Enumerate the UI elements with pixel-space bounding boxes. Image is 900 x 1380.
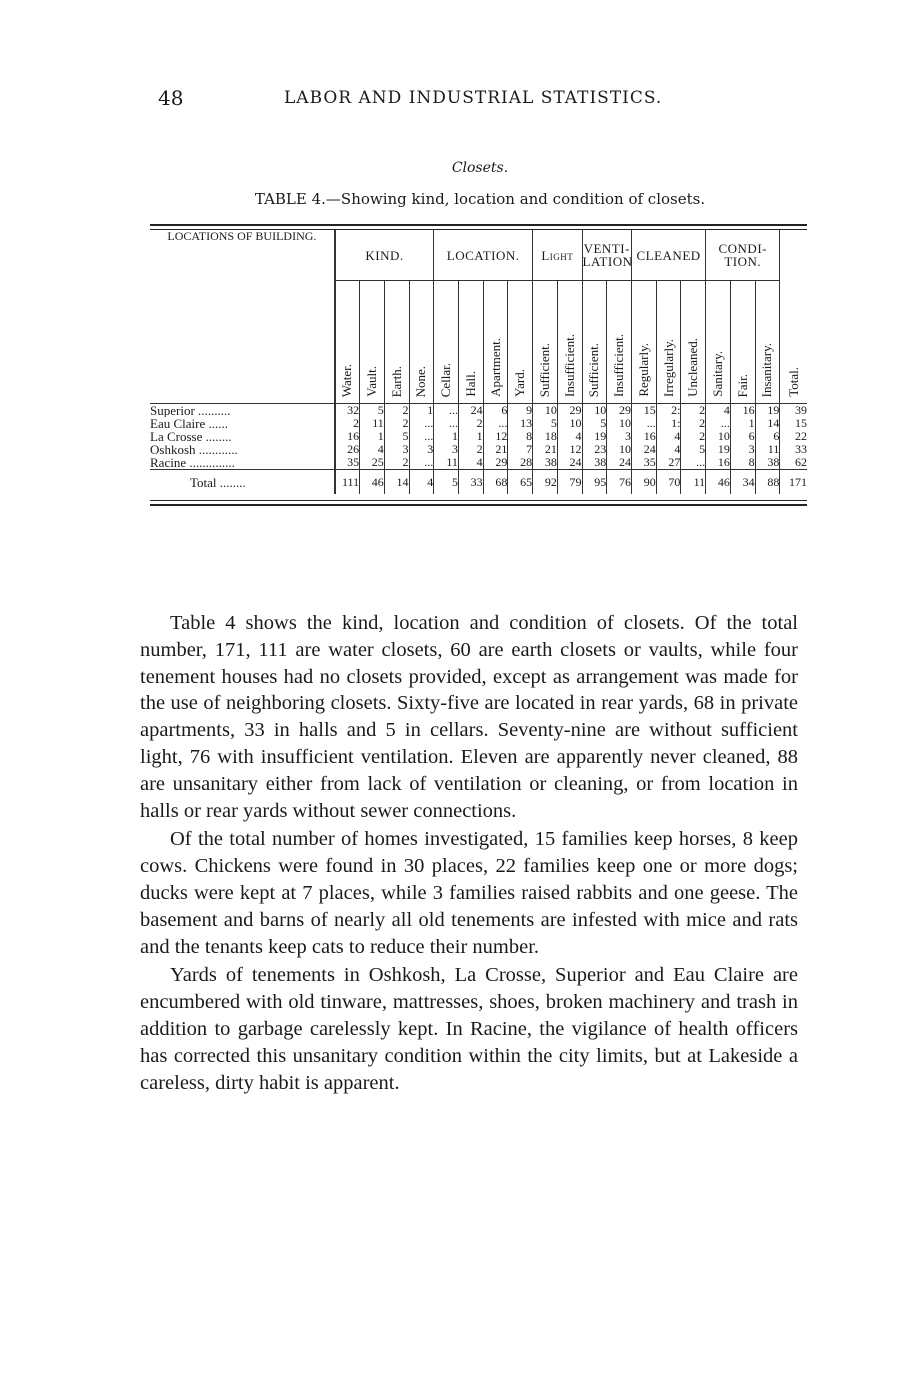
table-cell: 3 <box>384 443 409 456</box>
total-cell: 11 <box>681 470 706 495</box>
row-location-name: Racine <box>150 456 187 470</box>
table-cell: ... <box>434 404 459 418</box>
column-header-label: Total. <box>785 367 801 397</box>
table-caption: TABLE 4.—Showing kind, location and condition of closets. <box>254 190 706 208</box>
column-header-label: Earth. <box>388 365 404 397</box>
table-cell: ... <box>409 456 434 470</box>
column-group-header: Light <box>533 230 582 281</box>
column-header-label: Sufficient. <box>586 342 602 397</box>
column-header-label: Sufficient. <box>536 342 552 397</box>
table-cell: 24 <box>631 443 656 456</box>
column-header <box>434 281 459 404</box>
leader-dots: ...... <box>205 417 228 430</box>
table-row <box>150 404 807 418</box>
table-cell: 2 <box>384 404 409 418</box>
table-cell: 1 <box>730 417 755 430</box>
table-cell: 16 <box>631 430 656 443</box>
column-header-label: Yard. <box>512 369 528 397</box>
column-header <box>409 281 434 404</box>
table-cell: 38 <box>755 456 780 470</box>
table-cell: 21 <box>483 443 508 456</box>
table-cell: 8 <box>730 456 755 470</box>
table-cell: 10 <box>607 443 632 456</box>
table-cell: 2 <box>384 417 409 430</box>
table-cell: 4 <box>706 404 731 418</box>
column-header-label: Regularly. <box>635 343 651 397</box>
column-header-label: None. <box>413 365 429 397</box>
table-cell: 2 <box>681 430 706 443</box>
table-cell: 24 <box>557 456 582 470</box>
table-cell: 2 <box>681 404 706 418</box>
row-header-locations: LOCATIONS OF BUILDING. <box>167 229 317 243</box>
page-number: 48 <box>158 86 184 110</box>
table-cell: ... <box>706 417 731 430</box>
table-cell: 5 <box>360 404 385 418</box>
table-cell: 8 <box>508 430 533 443</box>
row-location-name: Eau Claire <box>150 417 206 430</box>
table-cell: 10 <box>706 430 731 443</box>
table-cell: 1 <box>409 404 434 418</box>
column-header-label: Hall. <box>462 371 478 397</box>
table-cell: 2 <box>681 417 706 430</box>
leader-dots: .............. <box>186 456 235 470</box>
total-cell: 4 <box>409 470 434 495</box>
table-cell: ... <box>483 417 508 430</box>
total-cell: 46 <box>360 470 385 495</box>
row-location-name: Superior <box>150 403 195 417</box>
total-label-text: Total <box>190 474 217 490</box>
table-cell: 15 <box>780 417 807 430</box>
column-header <box>631 281 656 404</box>
table-cell: 23 <box>582 443 607 456</box>
leader-dots: ........ <box>202 430 232 443</box>
column-header-label: Vault. <box>363 366 379 397</box>
table-cell: 6 <box>483 404 508 418</box>
table-cell: ... <box>631 417 656 430</box>
body-text <box>140 610 798 1096</box>
table-cell: ... <box>409 417 434 430</box>
table-cell: 10 <box>557 417 582 430</box>
table-cell: 4 <box>656 430 681 443</box>
table-cell: 16 <box>706 456 731 470</box>
table-cell: 22 <box>780 430 807 443</box>
table-cell: 29 <box>483 456 508 470</box>
total-cell: 171 <box>780 470 807 495</box>
column-group-header: KIND. <box>335 230 434 281</box>
total-cell: 111 <box>335 470 360 495</box>
column-header-label: Cellar. <box>438 362 454 397</box>
column-header <box>582 281 607 404</box>
table-cell: 1: <box>656 417 681 430</box>
table-cell: 9 <box>508 404 533 418</box>
column-header-label: Apartment. <box>487 338 503 397</box>
column-header-label: Fair. <box>734 373 750 397</box>
table-cell: 10 <box>607 417 632 430</box>
table-cell: 3 <box>409 443 434 456</box>
running-head: LABOR AND INDUSTRIAL STATISTICS. <box>284 88 663 108</box>
total-cell: 34 <box>730 470 755 495</box>
table-cell: 1 <box>458 430 483 443</box>
table-cell: 5 <box>582 417 607 430</box>
table-cell: 1 <box>434 430 459 443</box>
column-header-label: Water. <box>339 363 355 397</box>
table-cell: 29 <box>607 404 632 418</box>
column-header <box>681 281 706 404</box>
column-group-header: VENTI-LATION <box>582 230 631 281</box>
table-section-title: Closets. <box>451 160 509 176</box>
table-cell: 38 <box>533 456 558 470</box>
table-cell: 7 <box>508 443 533 456</box>
table-cell: 2 <box>384 456 409 470</box>
table-row <box>150 456 807 470</box>
table-cell: 62 <box>780 456 807 470</box>
total-cell: 95 <box>582 470 607 495</box>
total-cell: 88 <box>755 470 780 495</box>
table-cell: 38 <box>582 456 607 470</box>
table-cell: 5 <box>681 443 706 456</box>
total-cell: 70 <box>656 470 681 495</box>
total-cell: 65 <box>508 470 533 495</box>
table-cell: 28 <box>508 456 533 470</box>
column-group-header: CONDI-TION. <box>706 230 780 281</box>
leader-dots: .......... <box>194 403 231 417</box>
column-header-label: Irregularly. <box>660 339 676 397</box>
table-bottom-rule <box>150 500 807 506</box>
row-location <box>150 430 335 443</box>
table-cell: 33 <box>780 443 807 456</box>
table-cell: 11 <box>755 443 780 456</box>
table-cell: 6 <box>755 430 780 443</box>
column-header <box>730 281 755 404</box>
table-cell: 4 <box>557 430 582 443</box>
row-location-name: Oshkosh <box>150 443 196 456</box>
total-cell: 76 <box>607 470 632 495</box>
total-cell: 90 <box>631 470 656 495</box>
table-cell: 27 <box>656 456 681 470</box>
table-cell: 29 <box>557 404 582 418</box>
table-cell: 15 <box>631 404 656 418</box>
column-header-label: Insufficient. <box>611 334 627 397</box>
table-cell: 16 <box>335 430 360 443</box>
column-header-label: Uncleaned. <box>685 338 701 397</box>
table-cell: 6 <box>730 430 755 443</box>
leader-dots: ........ <box>216 474 246 490</box>
table-cell: 11 <box>360 417 385 430</box>
table-cell: 12 <box>483 430 508 443</box>
column-header <box>656 281 681 404</box>
column-header <box>458 281 483 404</box>
table-cell: 4 <box>360 443 385 456</box>
row-location <box>150 417 335 430</box>
column-header <box>483 281 508 404</box>
total-cell: 5 <box>434 470 459 495</box>
table-cell: 3 <box>607 430 632 443</box>
row-location <box>150 404 335 418</box>
closets-table <box>150 230 807 494</box>
table-cell: 19 <box>755 404 780 418</box>
table-cell: 21 <box>533 443 558 456</box>
table-cell: 3 <box>730 443 755 456</box>
table-cell: ... <box>681 456 706 470</box>
row-location-name: La Crosse <box>150 430 203 443</box>
total-cell: 46 <box>706 470 731 495</box>
leader-dots: ............ <box>195 443 238 456</box>
total-cell: 14 <box>384 470 409 495</box>
column-group-header: CLEANED <box>631 230 705 281</box>
table-cell: 24 <box>607 456 632 470</box>
table-cell: 39 <box>780 404 807 418</box>
table-cell: ... <box>409 430 434 443</box>
table-cell: 14 <box>755 417 780 430</box>
table-cell: 13 <box>508 417 533 430</box>
table-cell: 25 <box>360 456 385 470</box>
column-header <box>508 281 533 404</box>
table-cell: 35 <box>335 456 360 470</box>
table-cell: 11 <box>434 456 459 470</box>
table-cell: 19 <box>582 430 607 443</box>
column-header-label: Insufficient. <box>561 334 577 397</box>
column-header-label: Insanitary. <box>759 342 775 397</box>
table-cell: 35 <box>631 456 656 470</box>
table-cell: 2: <box>656 404 681 418</box>
column-header <box>335 281 360 404</box>
table-cell: 5 <box>384 430 409 443</box>
paragraph: Yards of tenements in Oshkosh, La Crosse, Superior and Eau Claire are encumbered with old tinware, mattresses, shoes, broken machinery and trash in addition to garbage carelessly kept. In Racine, the vigilance of health officers has corrected this unsanitary condition within the city limits, but at Lakeside a careless, dirty habit is apparent. <box>140 964 798 1094</box>
table-cell: 19 <box>706 443 731 456</box>
table-cell: 2 <box>335 417 360 430</box>
table-cell: 2 <box>458 417 483 430</box>
table-cell: ... <box>434 417 459 430</box>
table-cell: 18 <box>533 430 558 443</box>
total-group-blank <box>780 230 807 281</box>
total-row <box>150 470 807 495</box>
total-cell: 68 <box>483 470 508 495</box>
column-header <box>706 281 731 404</box>
column-group-header: LOCATION. <box>434 230 533 281</box>
closets-table-wrap <box>150 224 807 506</box>
table-cell: 2 <box>458 443 483 456</box>
table-cell: 4 <box>458 456 483 470</box>
column-header <box>557 281 582 404</box>
paragraph: Of the total number of homes investigated, 15 families keep horses, 8 keep cows. Chickens were found in 30 places, 22 families keep one or more dogs; ducks were kept at 7 places, while 3 families raised rabbits and one geese. The basement and barns of nearly all old tenements are infested with mice and rats and the tenants keep cats to reduce their number. <box>140 828 798 958</box>
row-location <box>150 456 335 470</box>
column-header-total <box>780 281 807 404</box>
total-cell: 92 <box>533 470 558 495</box>
table-cell: 3 <box>434 443 459 456</box>
total-label <box>150 470 335 495</box>
column-header <box>533 281 558 404</box>
table-cell: 26 <box>335 443 360 456</box>
row-location <box>150 443 335 456</box>
column-header-label: Sanitary. <box>710 351 726 397</box>
table-cell: 5 <box>533 417 558 430</box>
table-cell: 12 <box>557 443 582 456</box>
table-cell: 24 <box>458 404 483 418</box>
table-cell: 1 <box>360 430 385 443</box>
column-header <box>755 281 780 404</box>
column-header <box>384 281 409 404</box>
table-cell: 10 <box>533 404 558 418</box>
total-cell: 79 <box>557 470 582 495</box>
table-cell: 10 <box>582 404 607 418</box>
column-header <box>607 281 632 404</box>
table-cell: 4 <box>656 443 681 456</box>
table-cell: 16 <box>730 404 755 418</box>
table-cell: 32 <box>335 404 360 418</box>
column-header <box>360 281 385 404</box>
total-cell: 33 <box>458 470 483 495</box>
paragraph: Table 4 shows the kind, location and condition of closets. Of the total number, 171, 111 are water closets, 60 are earth closets or vaults, while four tenement houses had no closets provided, except as arrangement was made for the use of neighboring closets. Sixty-five are located in rear yards, 68 in private apartments, 33 in halls and 5 in cellars. Seventy-nine are without sufficient light, 76 with insufficient ventilation. Eleven are apparently never cleaned, 88 are unsanitary either from lack of ventilation or cleaning, or from location in halls or rear yards without sewer connections. <box>140 612 798 822</box>
